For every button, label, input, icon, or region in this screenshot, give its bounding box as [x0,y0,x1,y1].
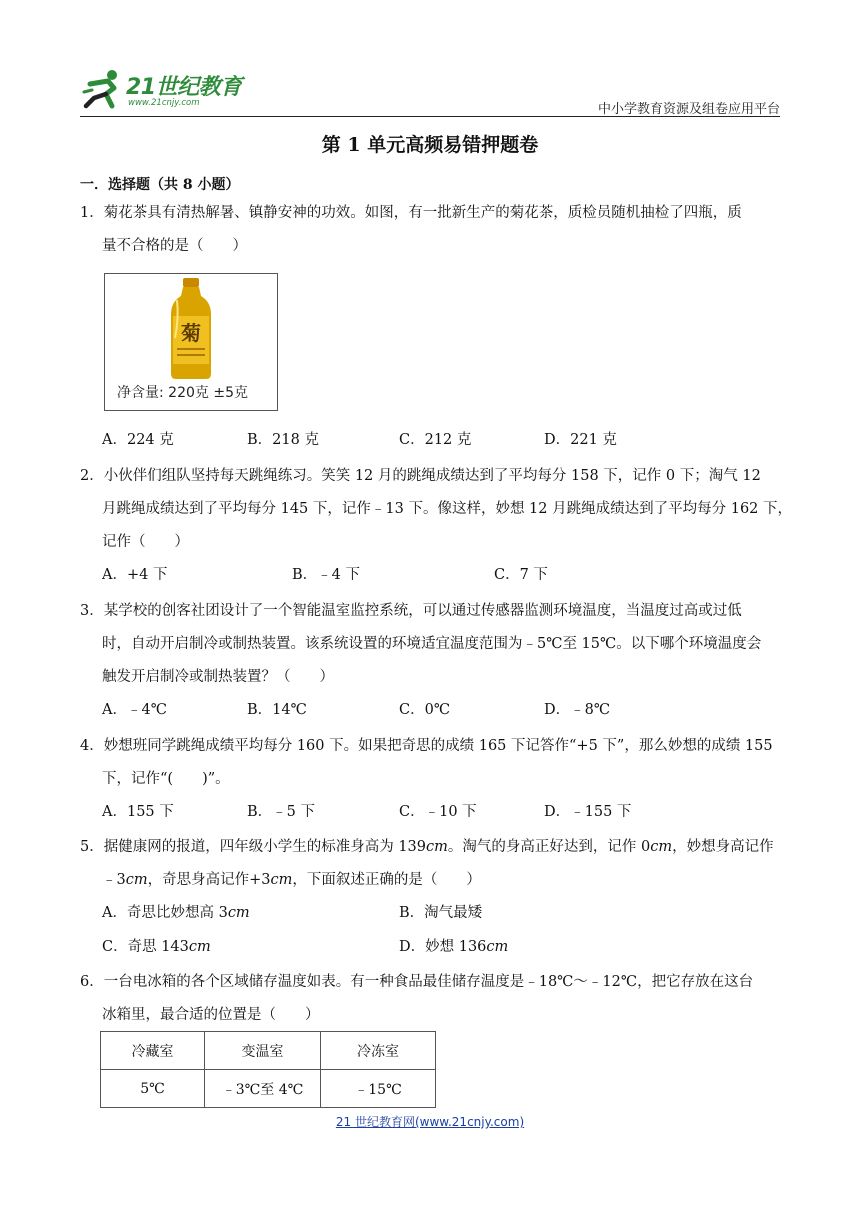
question-3 [80,595,780,694]
option-b[interactable]: B．﹣4 下 [292,567,360,583]
option-a[interactable] [102,901,250,925]
question-text: ﹣3 [102,872,126,888]
svg-text:菊: 菊 [181,321,201,345]
table-cell: ﹣15℃ [321,1070,436,1108]
table-header-row [101,1032,436,1070]
question-line [80,831,780,864]
page-header [80,64,780,120]
option-a[interactable]: A．224 克 [102,432,174,448]
runner-icon [82,68,126,110]
question-line: 量不合格的是（ ） [102,238,247,254]
option-d[interactable]: D．﹣8℃ [544,702,611,718]
question-line: 2．小伙伴们组队坚持每天跳绳练习。笑笑 12 月的跳绳成绩达到了平均每分 158 下，记作 0 下；淘气 12 [80,468,761,484]
question-line: 4．妙想班同学跳绳成绩平均每分 160 下。如果把奇思的成绩 165 下记答作“+5 下”，那么妙想的成绩 155 [80,738,773,754]
option-c[interactable]: C．212 克 [399,432,472,448]
option-b[interactable]: B．﹣5 下 [247,804,315,820]
tea-bottle-icon [165,278,217,380]
question-text: 5．据健康网的报道，四年级小学生的标准身高为 139 [80,839,427,855]
option-a-text: A．奇思比妙想高 3 [102,905,228,921]
page-title: 第 1 单元高频易错押题卷 [321,134,539,156]
site-logo[interactable] [80,64,260,114]
table-cell: 5℃ [101,1070,205,1108]
question-line: 月跳绳成绩达到了平均每分 145 下，记作﹣13 下。像这样，妙想 12 月跳绳成绩达到了平均每分 162 下， [102,501,793,517]
option-a[interactable]: A．+4 下 [102,567,168,583]
question-text: 。淘气的身高正好达到，记作 0 [447,839,651,855]
table-header-cell: 冷藏室 [101,1032,205,1070]
fridge-temperature-table [100,1031,436,1108]
option-d-text: D．妙想 136 [399,939,487,955]
option-b[interactable]: B．淘气最矮 [399,905,483,921]
table-header-cell: 变温室 [205,1032,321,1070]
question-6 [80,966,780,1032]
question-text: ，奇思身高记作+3 [147,872,271,888]
unit-cm: cm [650,839,673,855]
option-c[interactable]: C．7 下 [494,567,548,583]
option-b[interactable]: B．14℃ [247,702,307,718]
unit-cm: cm [125,872,148,888]
option-c[interactable]: C．0℃ [399,702,451,718]
net-content-label: 净含量: 220克 ±5克 [117,385,248,401]
header-divider [80,116,780,117]
question-text: ，妙想身高记作 [672,839,774,855]
question-5 [80,831,780,897]
question-2 [80,460,793,559]
question-line: 时，自动开启制冷或制热装置。该系统设置的环境适宜温度范围为﹣5℃至 15℃。以下哪个环境温度会 [102,636,762,652]
option-c-text: C．奇思 143 [102,939,189,955]
unit-cm: cm [426,839,448,855]
question-line: 3．某学校的创客社团设计了一个智能温室监控系统，可以通过传感器监测环境温度，当温度过高或过低 [80,603,742,619]
question-line: 6．一台电冰箱的各个区域储存温度如表。有一种食品最佳储存温度是﹣18℃～﹣12℃，把它存放在这台 [80,974,754,990]
question-line: 触发开启制冷或制热装置？（ ） [102,669,334,685]
option-a[interactable]: A．﹣4℃ [102,702,167,718]
logo-url: www.21cnjy.com [128,98,200,108]
question-1 [80,197,780,263]
section-heading: 一．选择题（共 8 小题） [80,177,240,193]
logo-name: 21世纪教育 [126,75,242,100]
question-line: 冰箱里，最合适的位置是（ ） [102,1007,320,1023]
option-b[interactable]: B．218 克 [247,432,319,448]
unit-cm: cm [188,939,211,955]
table-row [101,1070,436,1108]
option-d[interactable]: D．221 克 [544,432,617,448]
unit-cm: cm [270,872,293,888]
unit-cm: cm [227,905,250,921]
footer-link[interactable]: 21 世纪教育网(www.21cnjy.com) [335,1115,525,1129]
unit-cm: cm [486,939,509,955]
option-d[interactable] [399,935,508,959]
option-c[interactable]: C．﹣10 下 [399,804,477,820]
option-c[interactable] [102,935,211,959]
question-line: 下，记作“( )”。 [102,771,230,787]
question-line [80,864,780,897]
question-4 [80,730,780,796]
option-a[interactable]: A．155 下 [102,804,174,820]
question-line: 记作（ ） [102,534,189,550]
option-d[interactable]: D．﹣155 下 [544,804,632,820]
question-line: 1．菊花茶具有清热解暑、镇静安神的功效。如图，有一批新生产的菊花茶，质检员随机抽检了四瓶，质 [80,205,742,221]
platform-label: 中小学教育资源及组卷应用平台 [597,102,780,117]
tea-bottle-figure [104,273,278,411]
question-text: ，下面叙述正确的是（ ） [292,872,481,888]
table-cell: ﹣3℃至 4℃ [205,1070,321,1108]
table-header-cell: 冷冻室 [321,1032,436,1070]
